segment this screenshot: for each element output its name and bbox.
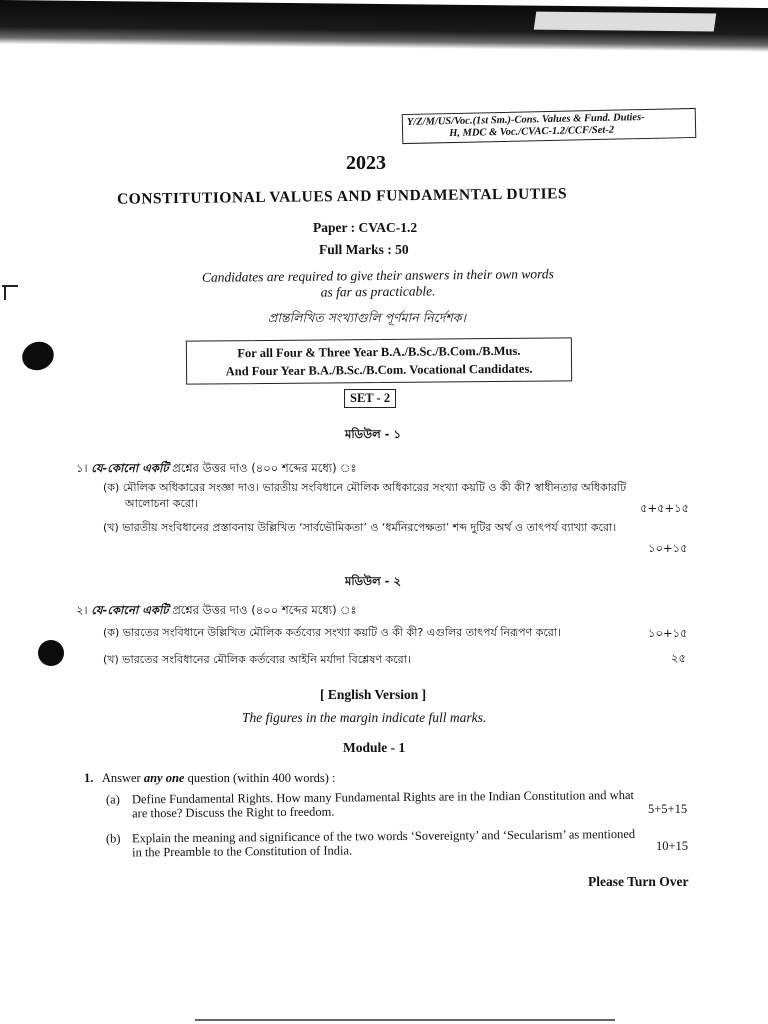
candidates-box (186, 337, 572, 384)
bn-question-1 (76, 460, 357, 476)
en-q1-post: question (within 400 words) : (187, 771, 336, 785)
instruction-bengali: প্রান্তলিখিত সংখ্যাগুলি পূর্ণমান নির্দেশক। (268, 310, 466, 325)
bn-q2-text: প্রশ্নের উত্তর দাও (৪০০ শব্দের মধ্যে) ঃ (172, 603, 357, 617)
ink-smudge-left-1 (18, 337, 58, 374)
paper-code-line-1: Y/Z/M/US/Voc.(1st Sm.)-Cons. Values & Fund. Duties- (406, 111, 645, 128)
bn-q2-number: ২। (76, 603, 88, 617)
english-module-1-heading: Module - 1 (343, 740, 406, 755)
paper-code-box (402, 108, 697, 144)
please-turn-over: Please Turn Over (588, 874, 689, 889)
en-question-1a (106, 787, 696, 820)
bn-q1a-marks: ৫+৫+১৫ (640, 501, 690, 515)
en-q1b-label: (b) (105, 831, 121, 846)
bn-question-2a (103, 625, 643, 641)
candidates-line-1: For all Four & Three Year B.A./B.Sc./B.Com./B.Mus. (237, 343, 521, 361)
en-q1a-line-1: Define Fundamental Rights. How many Fundamental Rights are in the Indian Constitution and what (131, 787, 635, 807)
bn-question-1b (103, 520, 703, 536)
paper-mark-left-2 (4, 286, 6, 300)
en-q1a-marks: 5+5+15 (648, 802, 688, 816)
bn-question-1a (103, 480, 693, 512)
en-q1a-line-2: are those? Discuss the Right to freedom. (132, 804, 335, 821)
ink-smudge-left-2 (38, 640, 64, 666)
printer-logo-strip (534, 12, 717, 32)
bn-module-2-heading: মডিউল - ২ (345, 574, 401, 588)
bn-q1a-line-2: আলোচনা করো। (125, 497, 199, 510)
bn-q1-emphasis: যে-কোনো একটি (91, 461, 169, 475)
en-q1a-label: (a) (105, 792, 120, 807)
en-q1-pre: Answer (101, 771, 141, 785)
en-q1b-line-1: Explain the meaning and significance of the two words ‘Sovereignty’ and ‘Secularism’ as mentioned (131, 826, 636, 846)
bn-q1-text: প্রশ্নের উত্তর দাও (৪০০ শব্দের মধ্যে) ঃ (172, 461, 357, 475)
bottom-edge-line (195, 1019, 615, 1021)
en-q1-emphasis: any one (143, 771, 185, 785)
exam-title: CONSTITUTIONAL VALUES AND FUNDAMENTAL DUTIES (116, 185, 568, 208)
set-label: SET - 2 (344, 389, 396, 408)
bn-q2-emphasis: যে-কোনো একটি (91, 603, 169, 617)
bn-q1b-line-1: (খ) ভারতীয় সংবিধানের প্রস্তাবনায় উল্লিখিত ‘সার্বভৌমিকতা’ ও ‘ধর্মনিরপেক্ষতা’ শব্দ দুটির অর্থ ও তাৎপর্য ব্যাখ্যা করো। (103, 521, 617, 534)
bn-question-2 (76, 602, 357, 618)
en-question-1b (106, 826, 696, 859)
bn-q1a-line-1: (ক) মৌলিক অধিকারের সংজ্ঞা দাও। ভারতীয় সংবিধানে মৌলিক অধিকারের সংখ্যা কয়টি ও কী কী? স্বাধীনতার অধিকারটি (103, 481, 627, 494)
en-question-1 (84, 771, 336, 785)
instructions (168, 266, 588, 302)
english-version-heading: [ English Version ] (320, 687, 427, 702)
bn-question-2b (103, 652, 643, 668)
en-q1b-marks: 10+15 (656, 839, 689, 853)
instruction-line-2: as far as practicable. (320, 283, 436, 300)
full-marks: Full Marks : 50 (319, 242, 409, 257)
bn-q2b-line-1: (খ) ভারতের সংবিধানের মৌলিক কর্তব্যের আইনি মর্যাদা বিশ্লেষণ করো। (103, 653, 411, 666)
figures-note: The figures in the margin indicate full marks. (242, 710, 487, 725)
bn-q2a-marks: ১০+১৫ (648, 626, 688, 640)
bn-q1b-marks: ১০+১৫ (648, 541, 688, 555)
en-q1-number: 1. (84, 771, 94, 785)
bn-module-1-heading: মডিউল - ১ (345, 427, 401, 441)
bn-q2a-line-1: (ক) ভারতের সংবিধানে উল্লিখিত মৌলিক কর্তব্যের সংখ্যা কয়টি ও কী কী? এগুলির তাৎপর্য নিরূপণ করো। (103, 626, 561, 639)
exam-year: 2023 (346, 152, 386, 174)
instruction-line-1: Candidates are required to give their answers in their own words (201, 266, 554, 285)
scanned-top-edge (0, 0, 768, 52)
bn-q1-number: ১। (76, 461, 88, 475)
bn-q2b-marks: ২৫ (671, 651, 686, 665)
paper-code-line-2: H, MDC & Voc./CVAC-1.2/CCF/Set-2 (449, 124, 615, 140)
en-q1b-line-2: in the Preamble to the Constitution of India. (132, 843, 353, 860)
paper-code: Paper : CVAC-1.2 (313, 220, 418, 235)
candidates-line-2: And Four Year B.A./B.Sc./B.Com. Vocational Candidates. (225, 361, 533, 379)
